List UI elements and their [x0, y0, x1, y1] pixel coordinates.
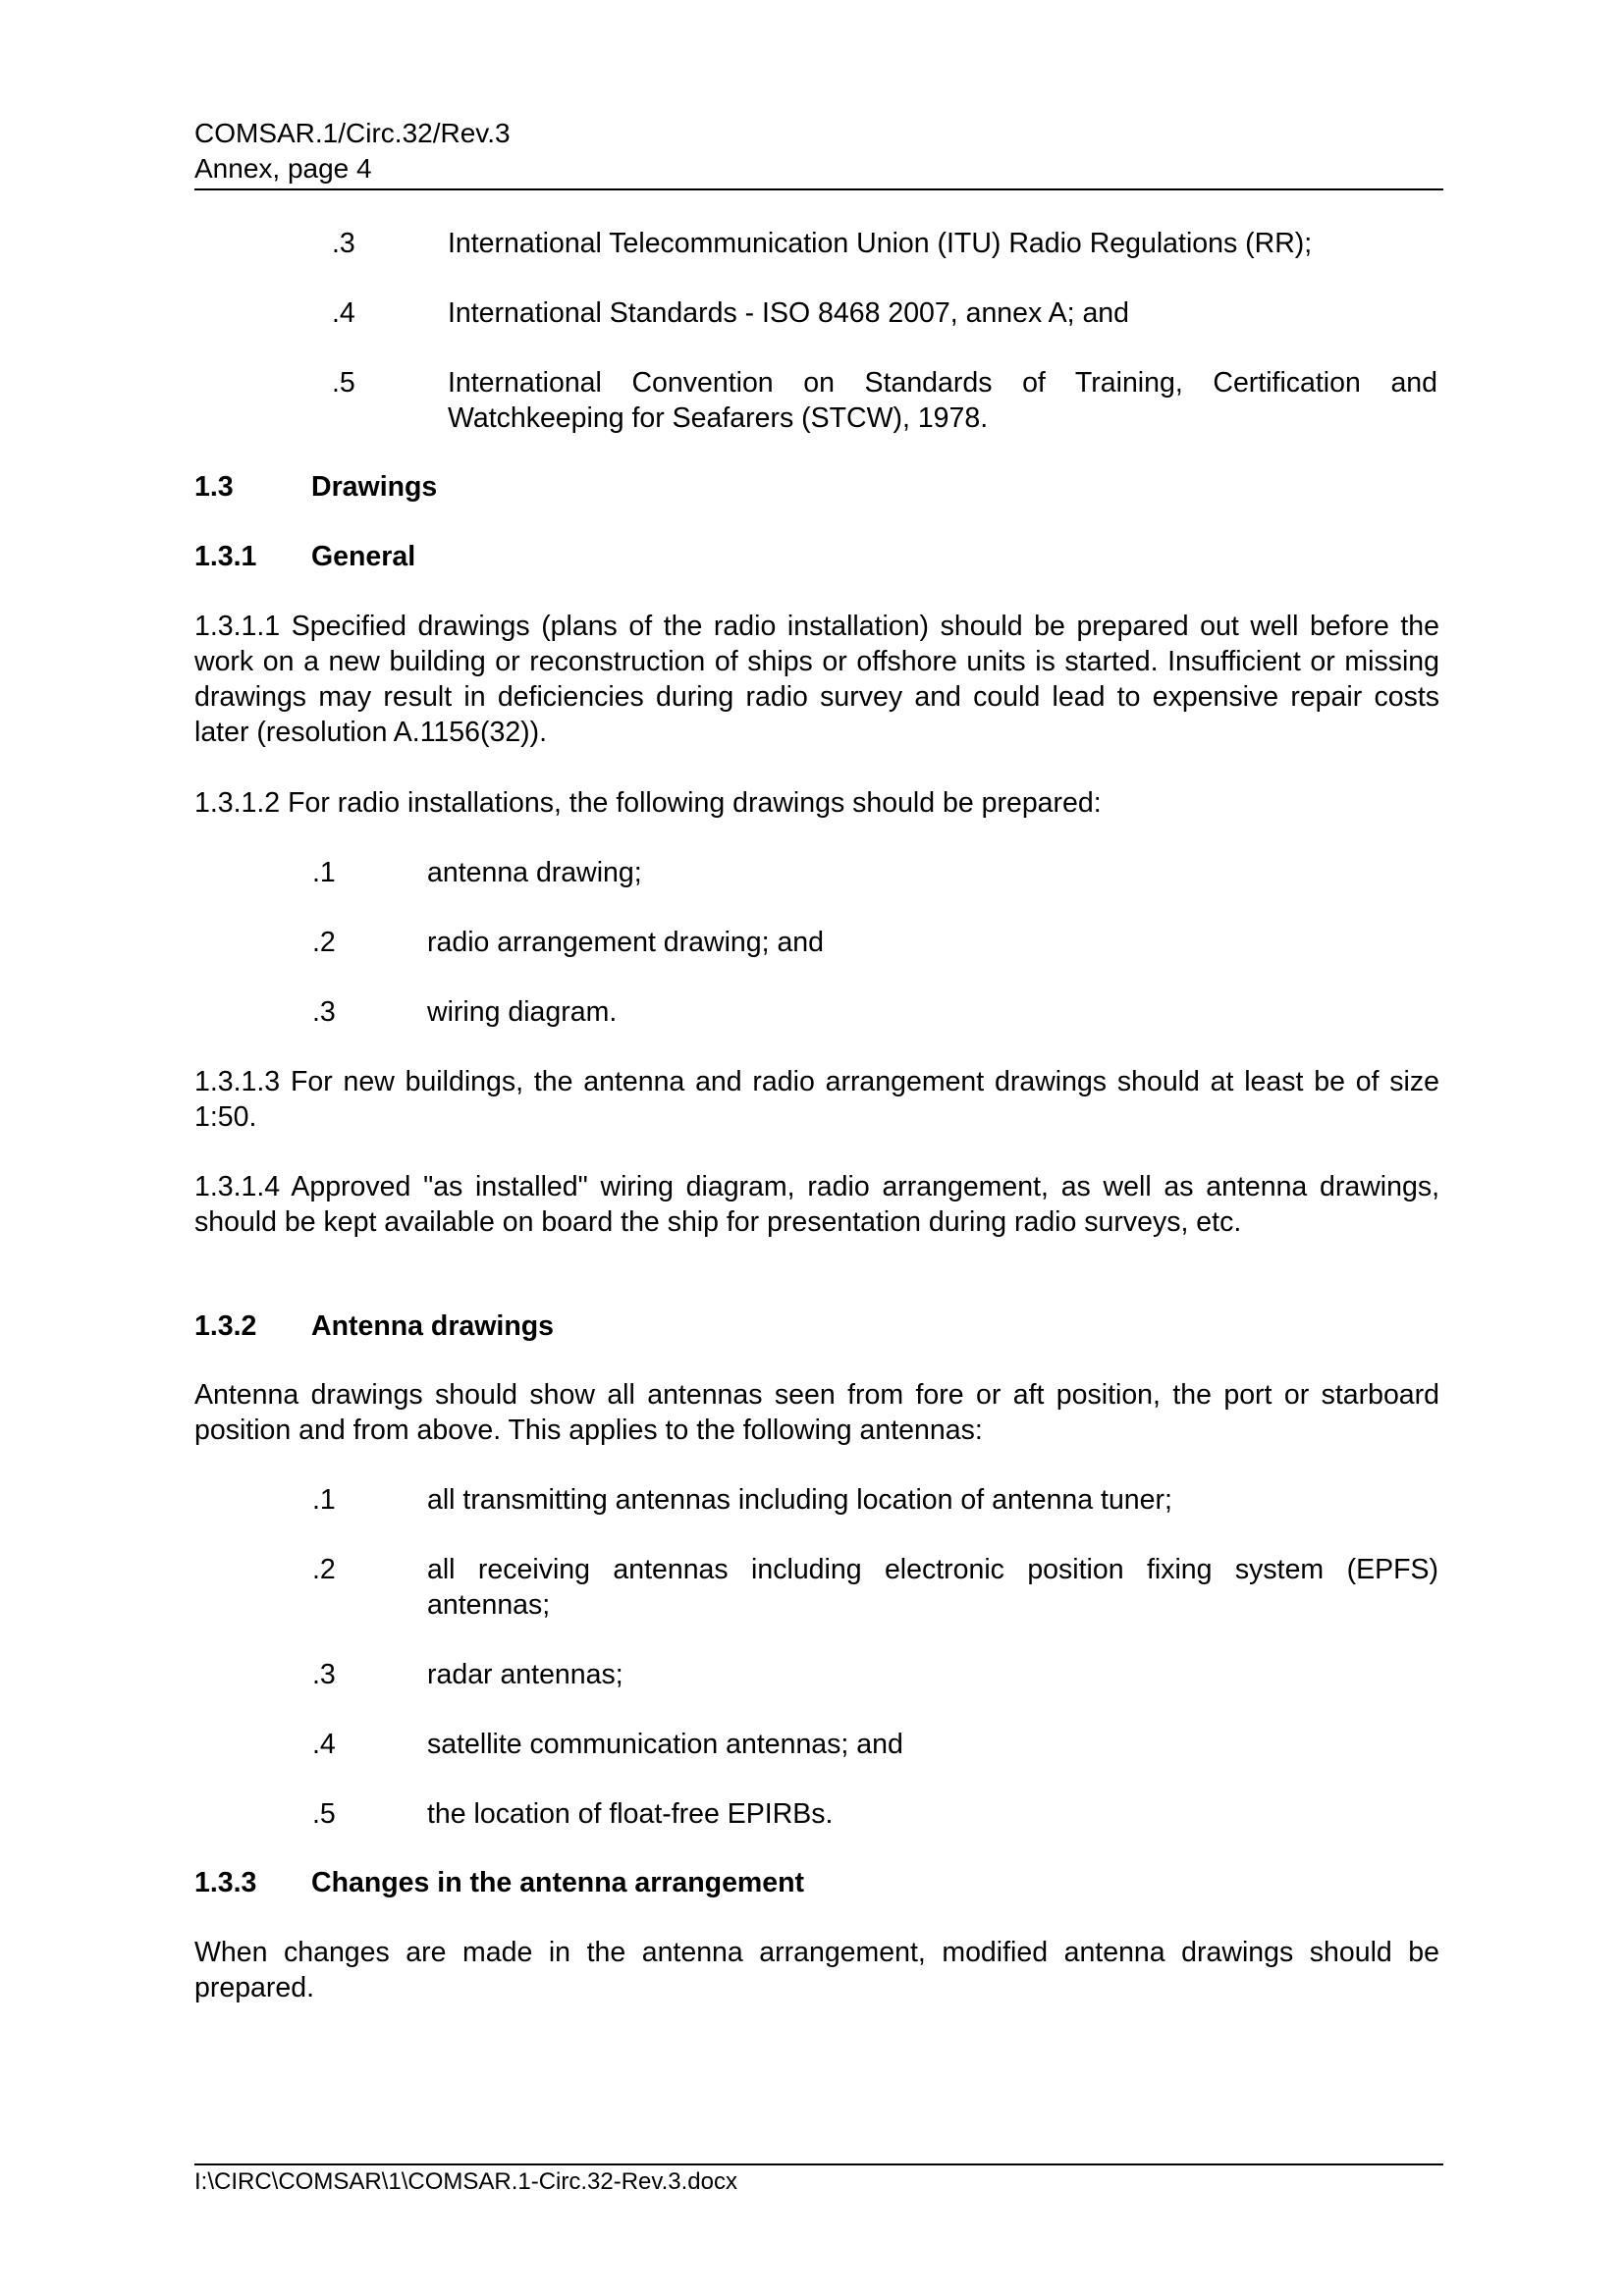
subsection-title: Antenna drawings — [311, 1310, 555, 1342]
paragraph-1-3-2: Antenna drawings should show all antennas seen from fore or aft position, the port or starboard position and from above. This applies to the following antennas: — [194, 1379, 1439, 1446]
list-item-number: .3 — [312, 1659, 336, 1690]
list-item-text: antenna drawing; — [427, 857, 642, 888]
page-number: Annex, page 4 — [194, 153, 372, 184]
page-header — [194, 116, 1441, 187]
list-item-number: .4 — [332, 297, 355, 329]
list-item-text: the location of float-free EPIRBs. — [427, 1798, 834, 1830]
list-item-text: all receiving antennas including electronic position fixing system (EPFS) antennas; — [427, 1554, 1438, 1621]
list-item-number: .2 — [312, 927, 336, 958]
paragraph-1-3-1-3: 1.3.1.3 For new buildings, the antenna and radio arrangement drawings should at least be of size 1:50. — [194, 1066, 1439, 1133]
paragraph-1-3-1-4: 1.3.1.4 Approved "as installed" wiring diagram, radio arrangement, as well as antenna drawings, should be kept available on board the ship for presentation during radio surveys, etc. — [194, 1171, 1439, 1238]
paragraph-1-3-1-2: 1.3.1.2 For radio installations, the following drawings should be prepared: — [194, 787, 1102, 819]
paragraph-1-3-1-1: 1.3.1.1 Specified drawings (plans of the radio installation) should be prepared out well before the work on a new building or reconstruction of ships or offshore units is started. Insufficient or missing drawings may result in deficiencies during radio survey and could lead to expensive repair costs later (resolution A.1156(32)). — [194, 611, 1439, 748]
list-item-number: .1 — [312, 857, 336, 888]
subsection-number: 1.3.2 — [194, 1310, 257, 1342]
list-item-number: .3 — [312, 996, 336, 1028]
document-reference: COMSAR.1/Circ.32/Rev.3 — [194, 118, 511, 148]
list-item-number: .1 — [312, 1484, 336, 1516]
list-item-number: .3 — [332, 228, 355, 259]
header-rule — [194, 188, 1443, 190]
list-item-text: International Telecommunication Union (ITU) Radio Regulations (RR); — [448, 228, 1313, 259]
list-item-text: satellite communication antennas; and — [427, 1729, 903, 1760]
list-item-text: wiring diagram. — [427, 996, 618, 1028]
subsection-number: 1.3.3 — [194, 1867, 257, 1898]
section-number: 1.3 — [194, 471, 234, 503]
list-item-text: all transmitting antennas including location of antenna tuner; — [427, 1484, 1172, 1516]
footer-rule — [194, 2163, 1443, 2165]
section-title: Drawings — [311, 471, 438, 503]
list-item-number: .5 — [312, 1798, 336, 1830]
footer-file-path: I:\CIRC\COMSAR\1\COMSAR.1-Circ.32-Rev.3.docx — [194, 2168, 737, 2195]
subsection-number: 1.3.1 — [194, 541, 257, 572]
list-item-number: .4 — [312, 1729, 336, 1760]
list-item-text: radio arrangement drawing; and — [427, 927, 824, 958]
list-item-text: radar antennas; — [427, 1659, 623, 1690]
list-item-text: International Convention on Standards of Training, Certification and Watchkeeping for Seafarers (STCW), 1978. — [448, 367, 1437, 434]
paragraph-1-3-3: When changes are made in the antenna arrangement, modified antenna drawings should be prepared. — [194, 1937, 1439, 2003]
subsection-title: General — [311, 541, 416, 572]
list-item-number: .2 — [312, 1554, 336, 1585]
subsection-title: Changes in the antenna arrangement — [311, 1867, 805, 1898]
list-item-text: International Standards - ISO 8468 2007, annex A; and — [448, 297, 1129, 329]
list-item-number: .5 — [332, 367, 355, 399]
